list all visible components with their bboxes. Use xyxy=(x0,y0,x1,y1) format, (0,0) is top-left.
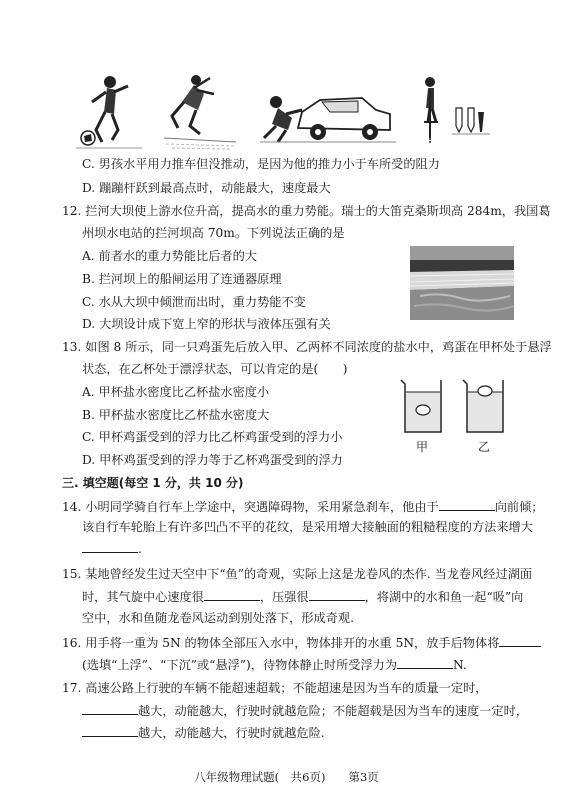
q14-line-1-end: 向前倾； xyxy=(494,500,544,514)
q14-line-3-end: . xyxy=(138,542,142,556)
q14-line-3 xyxy=(82,540,142,557)
q17-line-2 xyxy=(82,702,528,719)
q14-blank-1[interactable] xyxy=(439,498,495,511)
beaker-label-jia: 甲 xyxy=(416,440,429,454)
q16-line-2 xyxy=(82,656,467,673)
beaker-figure xyxy=(397,376,513,456)
q17-line-2-text: 越大，动能越大，行驶时就越危险；不能超载是因为当车的速度一定时， xyxy=(138,704,528,718)
q16-line-2-text: (选填“上浮”、“下沉”或“悬浮”)，待物体静止时所受浮力为 xyxy=(82,658,398,672)
q17-line-3 xyxy=(82,724,325,741)
q13-option-d: D. 甲杯鸡蛋受到的浮力等于乙杯鸡蛋受到的浮力 xyxy=(82,453,343,467)
q15-line-3: 空中，水和鱼随龙卷风运动到别处落下，形成奇观. xyxy=(82,611,354,625)
q17-line-3-text: 越大，动能越大，行驶时就越危险. xyxy=(138,726,325,740)
q11-option-d: D. 蹦蹦杆跃到最高点时，动能最大，速度最大 xyxy=(82,181,331,195)
q14-line-1 xyxy=(62,498,543,515)
q12-stem-line-2: 州坝水电站的拦河坝高 70m。下列说法正确的是 xyxy=(82,226,345,240)
q14-blank-2[interactable] xyxy=(82,540,138,553)
q13-stem-line-1: 13. 如图 8 所示，同一只鸡蛋先后放入甲、乙两杯不同浓度的盐水中，鸡蛋在甲杯处于悬浮 xyxy=(62,340,552,354)
q12-option-d: D. 大坝设计成下宽上窄的形状与液体压强有关 xyxy=(82,317,331,331)
q13-option-a: A. 甲杯盐水密度比乙杯盐水密度小 xyxy=(82,385,270,399)
beakers-drawing xyxy=(397,376,513,436)
q12-option-c: C. 水从大坝中倾泄而出时，重力势能不变 xyxy=(82,295,306,309)
soccer-player-figure xyxy=(74,72,144,150)
q12-option-a: A. 前者水的重力势能比后者的大 xyxy=(82,249,257,263)
page-footer: 八年级物理试题( 共6页) 第3页 xyxy=(194,770,379,784)
q17-blank-2[interactable] xyxy=(82,724,138,737)
q16-line-2-end: N. xyxy=(453,658,467,672)
q13-stem-line-2: 状态，在乙杯处于漂浮状态，可以肯定的是( ) xyxy=(82,362,348,376)
q12-stem-line-1: 12. 拦河大坝使上游水位升高，提高水的重力势能。瑞士的大笛克桑斯坝高 284m，我国葛 xyxy=(62,204,551,218)
q11-option-c: C. 男孩水平用力推车但没推动，是因为他的推力小于车所受的阻力 xyxy=(82,157,440,171)
q15-blank-2[interactable] xyxy=(309,588,365,601)
q16-line-1 xyxy=(62,634,541,651)
dam-photo xyxy=(410,246,514,320)
q15-blank-1[interactable] xyxy=(204,588,260,601)
section-3-heading: 三. 填空题(每空 1 分，共 10 分) xyxy=(62,476,244,490)
q14-line-1-text: 14. 小明同学骑自行车上学途中，突遇障碍物，采用紧急刹车，他由于 xyxy=(62,500,439,514)
q13-option-b: B. 甲杯盐水密度比乙杯盐水密度大 xyxy=(82,408,270,422)
q15-line-1: 15. 某地曾经发生过天空中下“鱼”的奇观，实际上这是龙卷风的杰作. 当龙卷风经过湖面 xyxy=(62,567,533,581)
q11-figure-row xyxy=(74,72,494,150)
q14-line-2: 该自行车轮胎上有许多凹凸不平的花纹，是采用增大接触面的粗糙程度的方法来增大 xyxy=(82,520,533,534)
q15-line-2-text: 时，其气旋中心速度很 xyxy=(82,590,204,604)
beaker-label-yi: 乙 xyxy=(478,440,491,454)
q16-blank-1[interactable] xyxy=(499,634,541,647)
q15-line-2-end: ，将湖中的水和鱼一起“吸”向 xyxy=(364,590,524,604)
q17-line-1: 17. 高速公路上行驶的车辆不能超速超载；不能超速是因为当车的质量一定时， xyxy=(62,681,488,695)
q17-blank-1[interactable] xyxy=(82,702,138,715)
q15-line-2 xyxy=(82,588,523,605)
pogo-stick-figure xyxy=(412,72,494,150)
q15-line-2-mid: ，压强很 xyxy=(259,590,309,604)
boy-pushing-car-figure xyxy=(258,72,398,150)
q16-blank-2[interactable] xyxy=(397,656,453,669)
q12-option-b: B. 拦河坝上的船闸运用了连通器原理 xyxy=(82,272,282,286)
q16-line-1-text: 16. 用手将一重为 5N 的物体全部压入水中，物体排开的水重 5N，放手后物体将 xyxy=(62,636,500,650)
q13-option-c: C. 甲杯鸡蛋受到的浮力比乙杯鸡蛋受到的浮力小 xyxy=(82,430,343,444)
long-jumper-figure xyxy=(160,72,240,150)
